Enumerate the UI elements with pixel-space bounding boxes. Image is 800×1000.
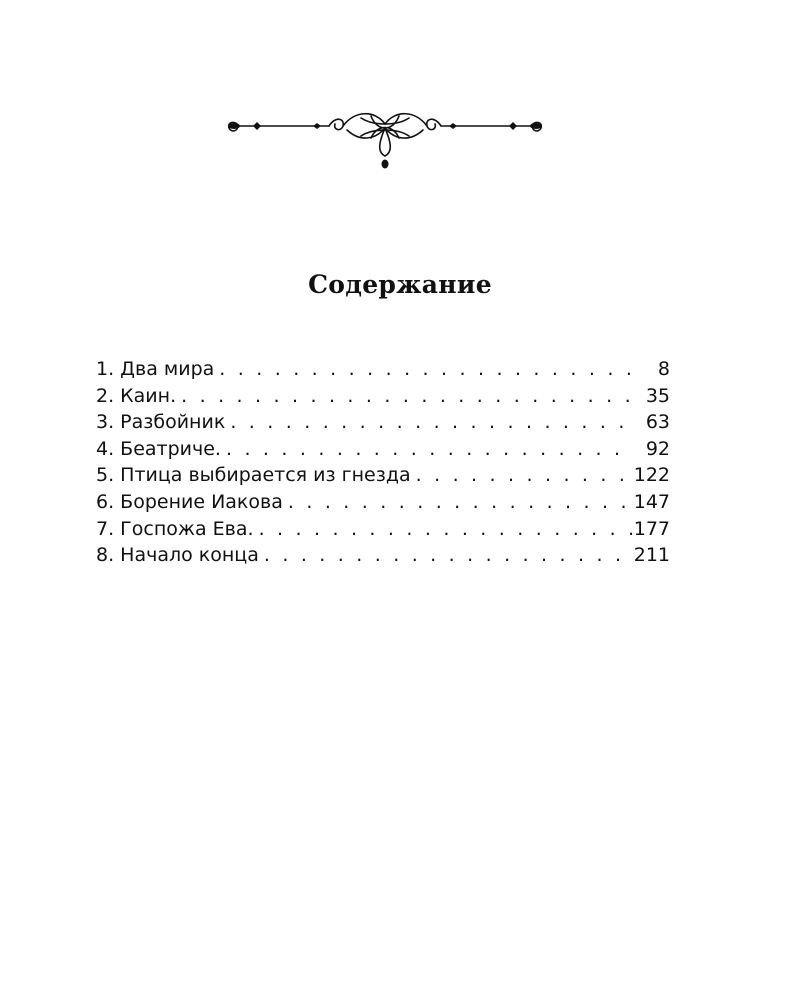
toc-entry-label: 2. Каин. [96,384,177,407]
toc-leader-dots [230,409,632,436]
table-of-contents [96,356,670,569]
toc-leader-dots [181,383,632,410]
toc-entry-label: 6. Борение Иакова [96,490,283,513]
toc-entry[interactable] [96,409,670,436]
toc-leader-dots [259,516,632,543]
flourish-divider-icon [225,108,545,174]
toc-entry-page: 63 [645,411,670,434]
toc-leader-dots [219,356,632,383]
toc-entry[interactable] [96,356,670,383]
toc-entry-label: 8. Начало конца [96,544,259,567]
toc-entry-label: 4. Беатриче. [96,437,221,460]
toc-entry-label: 3. Разбойник [96,411,226,434]
toc-entry-label: 5. Птица выбирается из гнезда [96,464,411,487]
toc-entry-label: 1. Два мира [96,358,215,380]
toc-entry[interactable] [96,383,670,410]
toc-entry-page: 177 [633,517,670,540]
toc-leader-dots [264,542,632,569]
toc-entry-page: 122 [633,464,670,487]
toc-entry-page: 211 [633,544,670,567]
toc-entry[interactable] [96,489,670,516]
toc-entry-page: 8 [657,358,670,380]
toc-entry-page: 35 [645,384,670,407]
toc-leader-dots [288,489,632,516]
toc-leader-dots [226,436,632,463]
toc-entry-page: 92 [645,437,670,460]
toc-entry[interactable] [96,462,670,489]
toc-entry-page: 147 [633,490,670,513]
toc-entry-label: 7. Госпожа Ева. [96,517,254,540]
page-title: Содержание [308,270,492,299]
toc-entry[interactable] [96,516,670,543]
toc-leader-dots [416,462,632,489]
toc-entry[interactable] [96,436,670,463]
toc-entry[interactable] [96,542,670,569]
